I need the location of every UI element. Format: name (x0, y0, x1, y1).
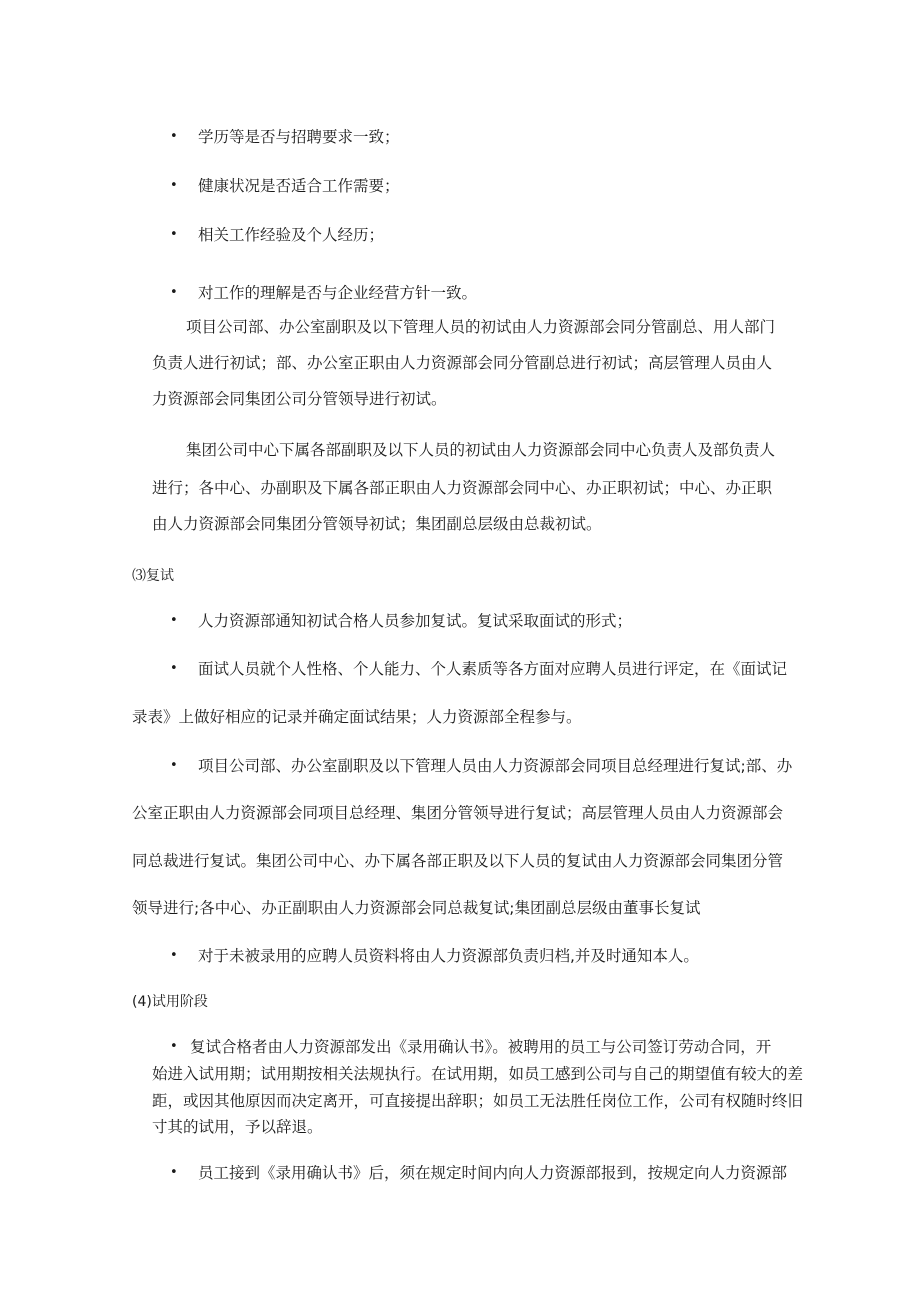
bullet-marker: • (170, 758, 178, 773)
shiyong-bullet-1-line4: 寸其的试用，予以辞退。 (152, 1118, 323, 1136)
bullet-marker: • (170, 948, 178, 963)
bullet-marker: • (170, 178, 178, 193)
fushi-bullet-3-line2: 公室正职由人力资源部会同项目总经理、集团分管领导进行复试；高层管理人员由人力资源部会 (132, 804, 784, 822)
bullet-health: 健康状况是否适合工作需要； (198, 177, 400, 195)
bullet-marker: • (170, 1165, 178, 1180)
bullet-marker: • (170, 129, 178, 144)
para1-line2: 负责人进行初试；部、办公室正职由人力资源部会同分管副总进行初试；高层管理人员由人 (152, 354, 773, 372)
para1-line1: 项目公司部、办公室副职及以下管理人员的初试由人力资源部会同分管副总、用人部门 (186, 318, 776, 336)
para2-line2: 进行；各中心、办副职及下属各部正职由人力资源部会同中心、办正职初试；中心、办正职 (152, 479, 773, 497)
shiyong-bullet-1-line2: 始进入试用期；试用期按相关法规执行。在试用期，如员工感到公司与自己的期望值有较大的差 (152, 1065, 804, 1083)
bullet-experience: 相关工作经验及个人经历； (198, 226, 385, 244)
shiyong-bullet-2-line1: 员工接到《录用确认书》后，须在规定时间内向人力资源部报到，按规定向人力资源部 (198, 1164, 788, 1182)
bullet-marker: • (170, 285, 178, 300)
fushi-bullet-2-line1: 面试人员就个人性格、个人能力、个人素质等各方面对应聘人员进行评定，在《面试记 (198, 660, 788, 678)
bullet-marker: • (170, 1039, 178, 1054)
shiyong-bullet-1-line3: 距，或因其他原因而决定离开，可直接提出辞职；如员工无法胜任岗位工作，公司有权随时终旧 (152, 1092, 804, 1110)
fushi-bullet-4: 对于未被录用的应聘人员资料将由人力资源部负责归档,并及时通知本人。 (198, 947, 699, 965)
fushi-bullet-3-line4: 领导进行;各中心、办正副职由人力资源部会同总裁复试;集团副总层级由董事长复试 (132, 899, 701, 917)
fushi-bullet-3-line3: 同总裁进行复试。集团公司中心、办下属各部正职及以下人员的复试由人力资源部会同集团分管 (132, 852, 784, 870)
fushi-bullet-2-line2: 录表》上做好相应的记录并确定面试结果；人力资源部全程参与。 (132, 708, 582, 726)
fushi-bullet-1: 人力资源部通知初试合格人员参加复试。复试采取面试的形式； (198, 612, 633, 630)
section-heading-fushi: ⑶复试 (132, 568, 174, 584)
section-heading-shiyong: (4)试用阶段 (132, 994, 208, 1010)
bullet-marker: • (170, 613, 178, 628)
bullet-understanding: 对工作的理解是否与企业经营方针一致。 (198, 284, 478, 302)
bullet-marker: • (170, 661, 178, 676)
bullet-education: 学历等是否与招聘要求一致； (198, 128, 400, 146)
bullet-marker: • (170, 227, 178, 242)
para2-line3: 由人力资源部会同集团分管领导初试；集团副总层级由总裁初试。 (152, 515, 602, 533)
shiyong-bullet-1-line1: 复试合格者由人力资源部发出《录用确认书》。被聘用的员工与公司签订劳动合同，开 (190, 1038, 772, 1056)
para2-line1: 集团公司中心下属各部副职及以下人员的初试由人力资源部会同中心负责人及部负责人 (186, 441, 776, 459)
fushi-bullet-3-line1: 项目公司部、办公室副职及以下管理人员由人力资源部会同项目总经理进行复试;部、办 (198, 757, 793, 775)
para1-line3: 力资源部会同集团公司分管领导进行初试。 (152, 390, 447, 408)
